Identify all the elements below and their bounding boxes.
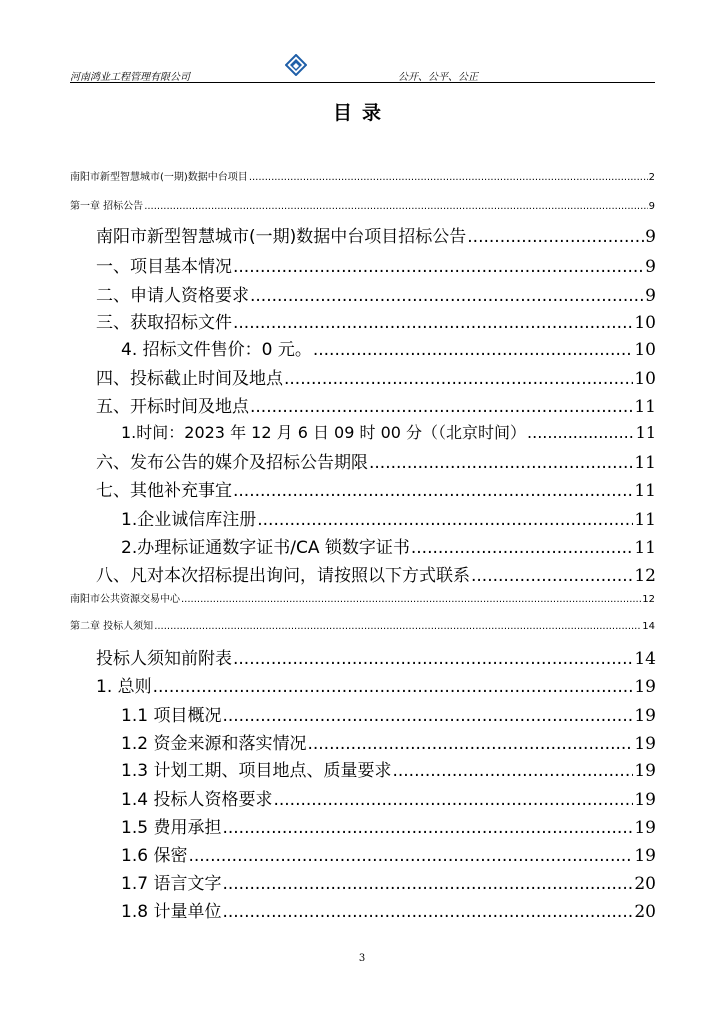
toc-leader-dots xyxy=(273,790,633,810)
toc-leader-dots xyxy=(154,621,641,632)
toc-entry[interactable] xyxy=(96,644,656,669)
toc-leader-dots xyxy=(392,761,633,781)
toc-leader-dots xyxy=(369,453,633,473)
toc-entry[interactable] xyxy=(121,335,656,360)
toc-entry-page: 11 xyxy=(634,453,656,473)
toc-entry-label: 1.4 投标人资格要求 xyxy=(121,790,273,810)
toc-entry-page: 19 xyxy=(634,734,656,754)
toc-entry[interactable] xyxy=(70,617,655,632)
toc-entry[interactable] xyxy=(121,729,656,754)
toc-entry[interactable] xyxy=(96,561,656,586)
toc-entry[interactable] xyxy=(96,364,656,389)
toc-entry-page: 19 xyxy=(634,846,656,866)
toc-leader-dots xyxy=(233,481,633,501)
toc-entry[interactable] xyxy=(70,168,655,183)
toc-entry-page: 10 xyxy=(634,340,656,360)
toc-entry-label: 一、项目基本情况 xyxy=(96,257,232,277)
toc-entry[interactable] xyxy=(121,505,656,530)
toc-entry-page: 9 xyxy=(645,286,656,306)
toc-leader-dots xyxy=(222,706,633,726)
toc-entry-label: 1.5 费用承担 xyxy=(121,818,222,838)
toc-entry-label: 1.时间：2023 年 12 月 6 日 09 时 00 分（（北京时间） xyxy=(121,423,527,442)
toc-entry-page: 19 xyxy=(634,790,656,810)
toc-entry-page: 10 xyxy=(634,369,656,389)
toc-entry-page: 9 xyxy=(648,201,655,212)
toc-entry[interactable] xyxy=(96,672,656,697)
toc-entry-page: 19 xyxy=(634,761,656,781)
toc-entry-page: 19 xyxy=(634,677,656,697)
toc-entry[interactable] xyxy=(70,197,655,212)
toc-entry-label: 投标人须知前附表 xyxy=(96,649,232,669)
toc-entry-page: 11 xyxy=(634,397,656,417)
toc-leader-dots xyxy=(313,340,634,360)
toc-leader-dots xyxy=(307,734,633,754)
toc-entry-page: 2 xyxy=(648,172,655,183)
toc-entry-page: 12 xyxy=(642,594,655,605)
toc-entry-label: 三、获取招标文件 xyxy=(96,313,232,333)
toc-leader-dots xyxy=(411,538,634,558)
toc-entry-label: 1. 总则 xyxy=(96,677,152,697)
toc-entry[interactable] xyxy=(96,448,656,473)
toc-leader-dots xyxy=(284,369,633,389)
toc-entry-page: 14 xyxy=(642,621,655,632)
toc-leader-dots xyxy=(222,874,633,894)
toc-leader-dots xyxy=(233,649,633,669)
toc-leader-dots xyxy=(250,397,633,417)
toc-entry-label: 1.7 语言文字 xyxy=(121,874,222,894)
toc-leader-dots xyxy=(467,227,644,247)
toc-leader-dots xyxy=(153,677,634,697)
toc-entry-label: 南阳市公共资源交易中心 xyxy=(70,594,180,605)
toc-leader-dots xyxy=(222,902,633,922)
toc-entry-page: 12 xyxy=(634,566,656,586)
toc-leader-dots xyxy=(527,423,635,442)
toc-entry-page: 19 xyxy=(634,818,656,838)
toc-entry-label: 二、申请人资格要求 xyxy=(96,286,249,306)
toc-entry[interactable] xyxy=(96,476,656,501)
page-number: 3 xyxy=(358,953,366,964)
toc-entry[interactable] xyxy=(96,308,656,333)
toc-entry[interactable] xyxy=(121,701,656,726)
toc-entry-page: 10 xyxy=(634,313,656,333)
toc-entry-page: 11 xyxy=(634,481,656,501)
toc-entry-page: 11 xyxy=(634,538,656,558)
page-title: 目录 xyxy=(332,102,391,124)
company-name: 河南鸿业工程管理有限公司 xyxy=(70,72,190,83)
toc-entry-label: 八、凡对本次招标提出询问，请按照以下方式联系 xyxy=(96,566,470,586)
toc-entry[interactable] xyxy=(121,869,656,894)
toc-entry-page: 11 xyxy=(634,510,656,530)
toc-leader-dots xyxy=(188,846,633,866)
toc-entry-page: 11 xyxy=(635,423,656,442)
toc-entry[interactable] xyxy=(121,785,656,810)
toc-entry-label: 七、其他补充事宜 xyxy=(96,481,232,501)
toc-entry-label: 1.2 资金来源和落实情况 xyxy=(121,734,307,754)
toc-leader-dots xyxy=(249,172,648,183)
toc-leader-dots xyxy=(144,201,647,212)
toc-entry-page: 20 xyxy=(634,874,656,894)
toc-entry-label: 2.办理标证通数字证书/CA 锁数字证书 xyxy=(121,538,410,558)
toc-leader-dots xyxy=(471,566,633,586)
toc-entry[interactable] xyxy=(121,533,656,558)
toc-entry-label: 第二章 投标人须知 xyxy=(70,621,154,632)
toc-leader-dots xyxy=(181,594,641,605)
toc-entry-label: 1.6 保密 xyxy=(121,846,188,866)
toc-leader-dots xyxy=(250,286,644,306)
toc-entry-label: 1.1 项目概况 xyxy=(121,706,222,726)
toc-entry[interactable] xyxy=(121,813,656,838)
toc-entry[interactable] xyxy=(121,756,656,781)
toc-entry-label: 1.企业诚信库注册 xyxy=(121,510,257,530)
toc-entry-label: 五、开标时间及地点 xyxy=(96,397,249,417)
toc-entry-label: 南阳市新型智慧城市(一期)数据中台项目 xyxy=(70,172,248,183)
toc-entry[interactable] xyxy=(96,281,656,306)
toc-entry-page: 19 xyxy=(634,706,656,726)
toc-entry[interactable] xyxy=(121,841,656,866)
toc-leader-dots xyxy=(233,257,644,277)
toc-leader-dots xyxy=(257,510,633,530)
toc-entry[interactable] xyxy=(96,392,656,417)
toc-entry-page: 9 xyxy=(645,257,656,277)
header-motto: 公开、公平、公正 xyxy=(398,72,478,83)
toc-entry[interactable] xyxy=(96,252,656,277)
toc-entry-label: 第一章 招标公告 xyxy=(70,201,144,212)
toc-entry[interactable] xyxy=(121,420,656,443)
toc-entry[interactable] xyxy=(70,590,655,605)
toc-entry-label: 四、投标截止时间及地点 xyxy=(96,369,283,389)
toc-entry-label: 1.3 计划工期、项目地点、质量要求 xyxy=(121,761,392,781)
toc-entry-label: 六、发布公告的媒介及招标公告期限 xyxy=(96,453,368,473)
toc-entry-page: 9 xyxy=(645,227,656,247)
toc-entry-page: 20 xyxy=(634,902,656,922)
toc-entry-label: 南阳市新型智慧城市(一期)数据中台项目招标公告 xyxy=(96,227,467,247)
toc-entry-page: 14 xyxy=(634,649,656,669)
toc-entry[interactable] xyxy=(96,222,656,247)
toc-entry[interactable] xyxy=(121,897,656,922)
toc-leader-dots xyxy=(222,818,633,838)
toc-entry-label: 1.8 计量单位 xyxy=(121,902,222,922)
toc-leader-dots xyxy=(233,313,633,333)
toc-entry-label: 4. 招标文件售价：0 元。 xyxy=(121,340,312,360)
